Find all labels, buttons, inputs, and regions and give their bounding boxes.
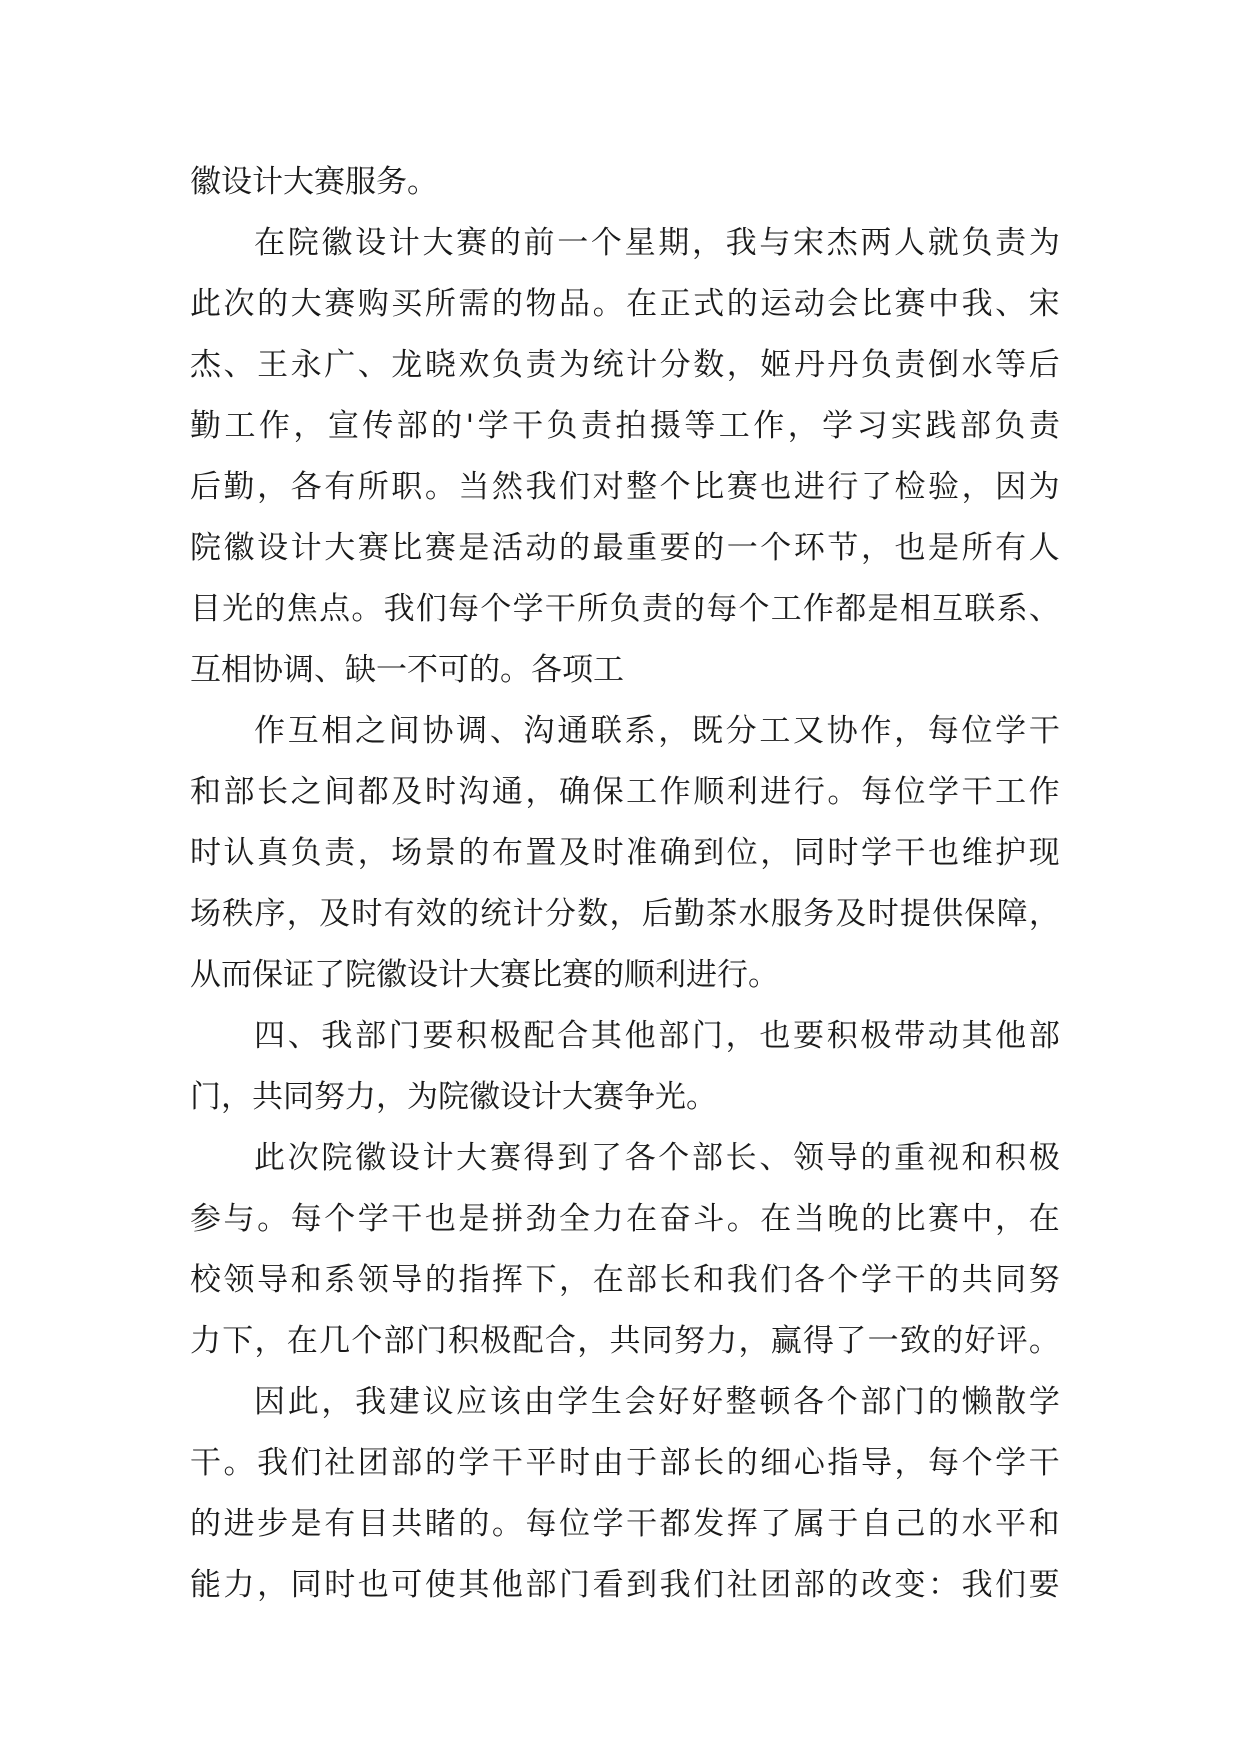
text-line: 和 部 长 之 间 都 及 时 沟 通 ， 确 保 工 作 顺 利 进 行 。 每 位 学 干 工 作 [190,774,1060,810]
text-line: 目 光 的 焦 点 。 我 们 每 个 学 干 所 负 责 的 每 个 工 作 都 是 相 互 联 系 、 [190,591,1060,627]
text-line: 后 勤 ， 各 有 所 职 。 当 然 我 们 对 整 个 比 赛 也 进 行 了 检 验 ， 因 为 [190,469,1060,505]
text-line: 能 力 ， 同 时 也 可 使 其 他 部 门 看 到 我 们 社 团 部 的 改 变 ： 我 们 要 [190,1567,1060,1603]
paragraph [190,152,1060,213]
text-line: 院 徽 设 计 大 赛 比 赛 是 活 动 的 最 重 要 的 一 个 环 节 ， 也 是 所 有 人 [190,530,1060,566]
text-line: 作 互 相 之 间 协 调 、 沟 通 联 系 ， 既 分 工 又 协 作 ， 每 位 学 干 [254,713,1060,749]
paragraph [190,213,1060,701]
paragraph [190,701,1060,1006]
text-line: 力 下 ， 在 几 个 部 门 积 极 配 合 ， 共 同 努 力 ， 赢 得 了 一 致 的 好 评 。 [190,1323,1060,1359]
text-line: 校 领 导 和 系 领 导 的 指 挥 下 ， 在 部 长 和 我 们 各 个 学 干 的 共 同 努 [190,1262,1060,1298]
text-line: 此 次 院 徽 设 计 大 赛 得 到 了 各 个 部 长 、 领 导 的 重 视 和 积 极 [254,1140,1060,1176]
text-line: 四 、 我 部 门 要 积 极 配 合 其 他 部 门 ， 也 要 积 极 带 动 其 他 部 [254,1018,1060,1054]
text-line: 干 。 我 们 社 团 部 的 学 干 平 时 由 于 部 长 的 细 心 指 导 ， 每 个 学 干 [190,1445,1060,1481]
document-body [190,152,1060,1616]
text-line: 场 秩 序 ， 及 时 有 效 的 统 计 分 数 ， 后 勤 茶 水 服 务 及 时 提 供 保 障 ， [190,896,1060,932]
text-line: 时 认 真 负 责 ， 场 景 的 布 置 及 时 准 确 到 位 ， 同 时 学 干 也 维 护 现 [190,835,1060,871]
paragraph [190,1128,1060,1372]
text-line: 此 次 的 大 赛 购 买 所 需 的 物 品 。 在 正 式 的 运 动 会 比 赛 中 我 、 宋 [190,286,1060,322]
text-line: 参 与 。 每 个 学 干 也 是 拼 劲 全 力 在 奋 斗 。 在 当 晚 的 比 赛 中 ， 在 [190,1201,1060,1237]
paragraph [190,1006,1060,1128]
text-line: 门，共同努力，为院徽设计大赛争光。 [190,1079,717,1115]
paragraph [190,1372,1060,1616]
text-line: 勤 工 作 ， 宣 传 部 的 ' 学 干 负 责 拍 摄 等 工 作 ， 学 习 实 践 部 负 责 [190,408,1060,444]
text-line: 杰 、 王 永 广 、 龙 晓 欢 负 责 为 统 计 分 数 ， 姬 丹 丹 负 责 倒 水 等 后 [190,347,1060,383]
text-line: 的 进 步 是 有 目 共 睹 的 。 每 位 学 干 都 发 挥 了 属 于 自 己 的 水 平 和 [190,1506,1060,1542]
text-line: 从而保证了院徽设计大赛比赛的顺利进行。 [190,957,779,993]
text-line: 因 此 ， 我 建 议 应 该 由 学 生 会 好 好 整 顿 各 个 部 门 的 懒 散 学 [254,1384,1060,1420]
text-line: 徽设计大赛服务。 [190,164,438,200]
text-line: 在 院 徽 设 计 大 赛 的 前 一 个 星 期 ， 我 与 宋 杰 两 人 就 负 责 为 [254,225,1060,261]
text-line: 互相协调、缺一不可的。各项工 [190,652,624,688]
